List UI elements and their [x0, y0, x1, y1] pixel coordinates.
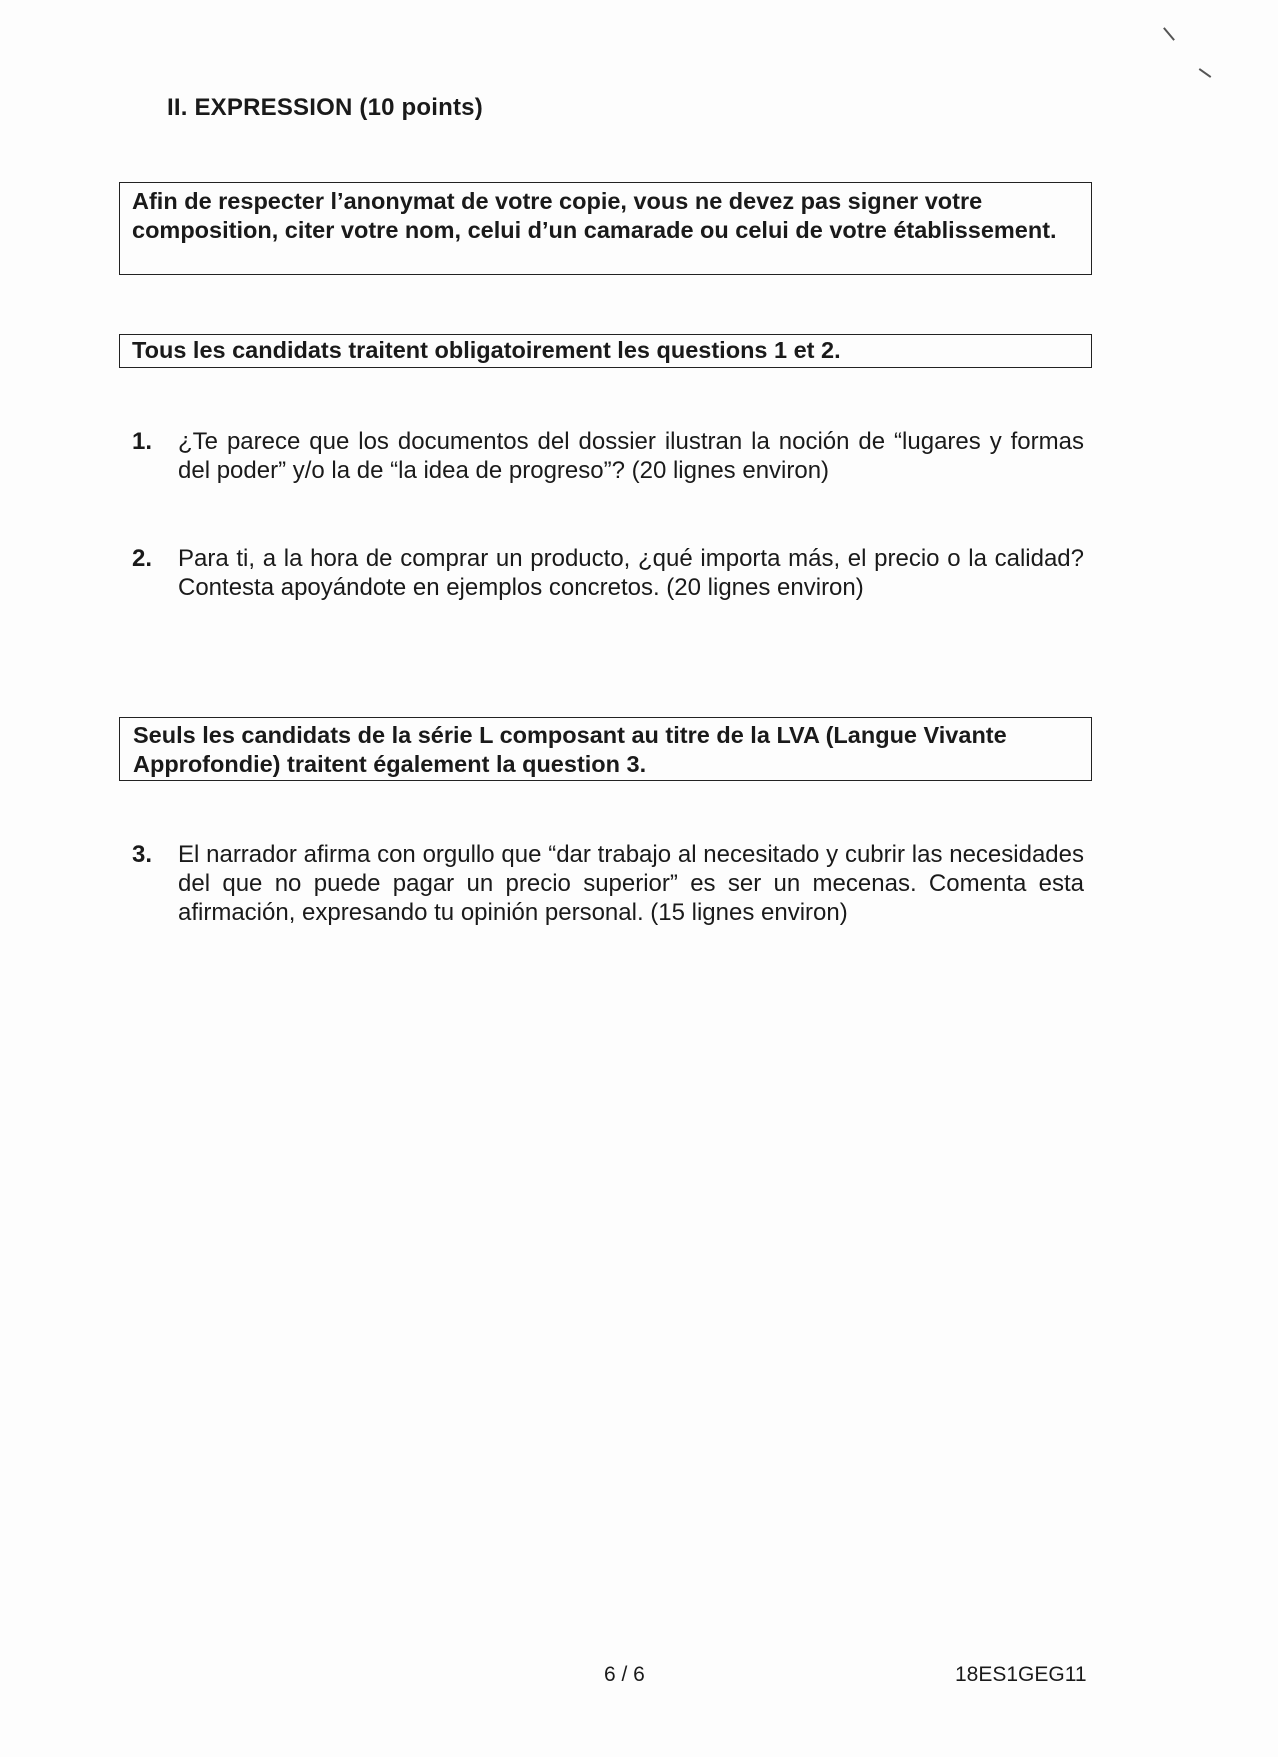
question-number: 2.	[132, 545, 153, 572]
scan-mark	[1199, 68, 1212, 78]
question-1	[132, 427, 1084, 485]
question-number: 3.	[132, 841, 153, 868]
page-number: 6 / 6	[604, 1663, 645, 1686]
lva-candidates-notice-text: Seuls les candidats de la série L composant au titre de la LVA (Langue Vivante Approfondie) traitent également la question 3.	[133, 722, 1007, 777]
anonymity-notice-box	[119, 182, 1092, 275]
section-title: II. EXPRESSION (10 points)	[167, 94, 483, 121]
question-3	[132, 840, 1084, 927]
scan-mark	[1163, 27, 1175, 41]
question-text: Para ti, a la hora de comprar un producto, ¿qué importa más, el precio o la calidad? Contesta apoyándote en ejemplos concretos. (20 lignes environ)	[178, 545, 1084, 601]
lva-candidates-notice-box	[119, 717, 1092, 781]
anonymity-notice-text: Afin de respecter l’anonymat de votre copie, vous ne devez pas signer votre composition, citer votre nom, celui d’un camarade ou celui de votre établissement.	[132, 188, 1057, 243]
all-candidates-notice-text: Tous les candidats traitent obligatoirement les questions 1 et 2.	[132, 337, 841, 363]
question-2	[132, 544, 1084, 602]
exam-code: 18ES1GEG11	[955, 1663, 1087, 1686]
question-text: ¿Te parece que los documentos del dossier ilustran la noción de “lugares y formas del poder” y/o la de “la idea de progreso”? (20 lignes environ)	[178, 428, 1084, 484]
question-text: El narrador afirma con orgullo que “dar trabajo al necesitado y cubrir las necesidades del que no puede pagar un precio superior” es ser un mecenas. Comenta esta afirmación, expresando tu opinión personal. (15 lignes environ)	[178, 841, 1084, 926]
question-number: 1.	[132, 428, 153, 455]
all-candidates-notice-box	[119, 334, 1092, 368]
